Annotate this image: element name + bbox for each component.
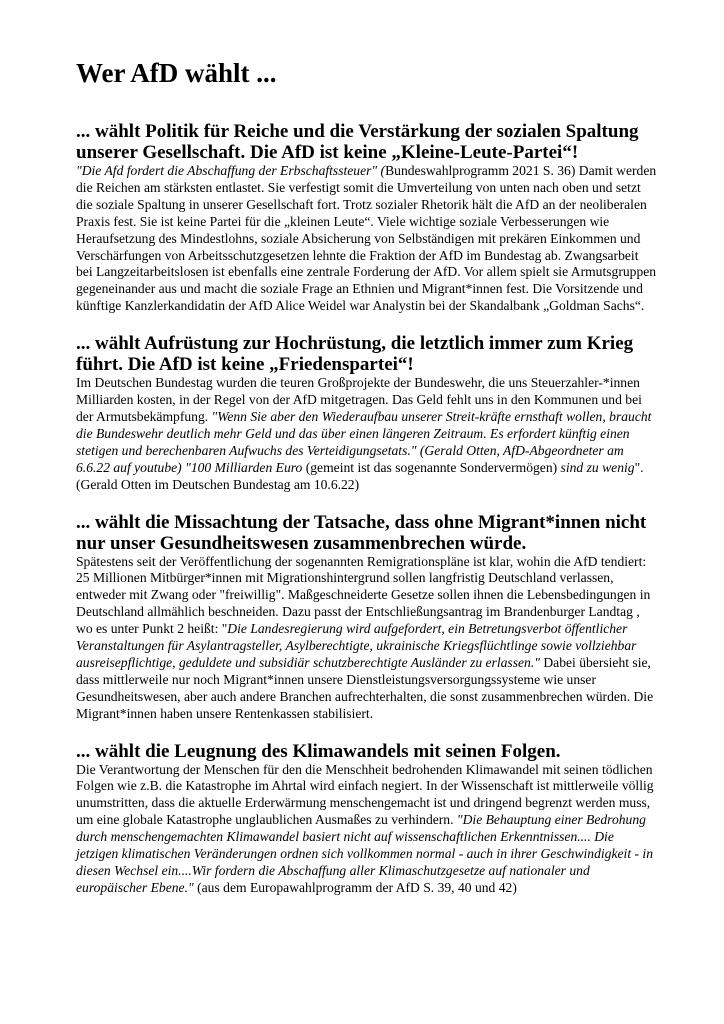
body-text: ". (Gerald Otten im Deutschen Bundestag am 10.6.22) [76,459,644,492]
body-text: Im Deutschen Bundestag wurden die teuren Großprojekte der Bundeswehr, die uns Steuerzahler-*innen Milliarden kosten, in der Regel von der AfD mitgetragen. Das Geld fehlt uns in den Kommunen und bei der Armutsbekämpfung. [76,375,642,424]
body-text: Die Verantwortung der Menschen für den die Menschheit bedrohenden Klimawandel mit seinen tödlichen Folgen wie z.B. die Katastrophe im Ahrtal wird einfach negiert. In der Wissenschaft ist mittlerweile völlig unumstritten, dass die aktuelle Erderwärmung menschengemacht ist und dringend begrenzt werden muss, um eine globale Katastrophe unglaublichen Ausmaßes zu verhindern. [76,761,654,828]
quote-text: "Wenn Sie aber den Wiederaufbau unserer Streit-kräfte ernsthaft wollen, braucht die Bundeswehr deutlich mehr Geld und das über einen längeren Zeitraum. Es erfordert künftig einen stetigen und berechenbaren Aufwuchs des Verteidigungsetats." (Gerald Otten, AfD-Abgeordneter am 6.6.22 auf youtube) "100 Milliarden Euro [76,408,652,475]
page-title: Wer AfD wählt ... [76,58,277,88]
section-body [76,762,658,897]
section-body [76,163,658,315]
body-text: Bundeswahlprogramm 2021 S. 36) Damit werden die Reichen am stärksten entlastet. Sie verfestigt somit die Umverteilung von unten nach oben und setzt die soziale Spaltung in unserer Gesellschaft fort. Trotz sozialer Rhetorik hält die AfD an der neoliberalen Praxis fest. Sie ist keine Partei für die „kleinen Leute“. Viele wichtige soziale Verbesserungen wie Heraufsetzung des Mindestlohns, soziale Absicherung von Selbständigen mit prekären Einkommen und Verschärfungen von Arbeitsschutzgesetzen lehnte die Fraktion der AfD im Bundestag ab. Zwangsarbeit bei Langzeitarbeitslosen ist ebenfalls eine zentrale Forderung der AfD. Vor allem spielt sie Armutsgruppen gegeneinander aus und macht die soziale Frage an Ethnien und Migrant*innen fest. Die Vorsitzende und künftige Kanzlerkandidatin der AfD Alice Weidel war Analystin bei der Skandalbank „Goldman Sachs“. [76,163,657,314]
quote-text: "Die Behauptung einer Bedrohung durch menschengemachten Klimawandel basiert nicht auf wissenschaftlichen Erkenntnissen.... Die jetzigen klimatischen Veränderungen ordnen sich vollkommen normal - auch in ihrer Geschwindigkeit - in diesen Wechsel ein....Wir fordern die Abschaffung aller Klimaschutzgesetze auf nationaler und europäischer Ebene." [76,812,653,895]
quote-text: "Die Afd fordert die Abschaffung der Erbschaftssteuer" ( [76,163,386,178]
body-text: Dabei übersieht sie, dass mittlerweile nur noch Migrant*innen unsere Dienstleistungsversorgungssysteme wie unser Gesundheitswesen, aber auch andere Branchen aufrechterhalten, die sonst zusammenbrechen würden. Die Migrant*innen haben unsere Rentenkassen stabilisiert. [76,654,654,721]
section-heading: ... wählt Politik für Reiche und die Verstärkung der sozialen Spaltung unserer Gesellschaft. Die AfD ist keine „Kleine-Leute-Partei“! [76,121,639,163]
quote-text: sind zu wenig [560,459,635,475]
section-body [76,554,658,723]
section-heading: ... wählt die Leugnung des Klimawandels mit seinen Folgen. [76,740,561,762]
body-text: Spätestens seit der Veröffentlichung der sogenannten Remigrationspläne ist klar, wohin die AfD tendiert: 25 Millionen Mitbürger*innen mit Migrationshintergrund sollen langfristig Deutschland verlassen, entweder mit Zwang oder "freiwillig". Maßgeschneiderte Gesetze sollen ihnen die Lebensbedingungen in Deutschland allmählich beschneiden. Dazu passt der Entschließungsantrag im Brandenburger Landtag , wo es unter Punkt 2 heißt: " [76,553,651,637]
section-migration [76,512,658,723]
section-heading: ... wählt die Missachtung der Tatsache, dass ohne Migrant*innen nicht nur unser Gesundheitswesen zusammenbrechen würde. [76,511,647,554]
quote-text: Die Landesregierung wird aufgefordert, ein Betretungsverbot öffentlicher Veranstaltungen für Asylantragsteller, Asylberechtigte, ukrainische Kriegsflüchtlinge sowie vollziehbar ausreisepflichtige, geduldete und subsidiär schutzberechtigte Ausländer zu erlassen." [76,621,637,670]
section-body [76,375,658,493]
body-text: (gemeint ist das sogenannte Sondervermögen) [302,459,561,475]
section-reiche [76,121,658,315]
section-aufruestung [76,333,658,493]
section-heading: ... wählt Aufrüstung zur Hochrüstung, die letztlich immer zum Krieg führt. Die AfD ist keine „Friedenspartei“! [76,333,634,376]
body-text: (aus dem Europawahlprogramm der AfD S. 39, 40 und 42) [193,879,517,895]
section-klima [76,741,658,897]
